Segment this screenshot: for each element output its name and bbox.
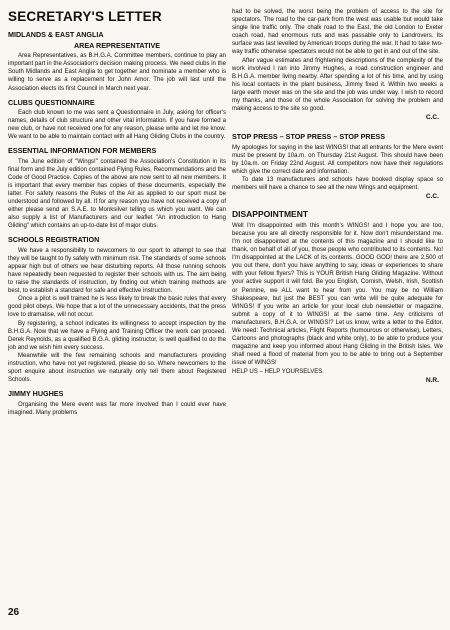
disappointment-paragraph: Well I'm disappointed with this month's WINGS! and I hope you are too, because you are all directly responsible for it. Now don't misunderstand me. I'm not disappointed at the contents of this magazine and I should like to thank, on behalf of all of you, those people who contributed to its contents. No! I'm disappointed at the LACK of its contents. GOOD GOD! there are 2,500 of you out there, don't you have anything to say, ideas or experiences to share with your fellow flyers? This is YOUR British Hang Gliding Magazine. Without your active support it will fold. Be you English, Cornish, Welsh, Irish, Scottish or Pennine, we ALL want to hear from you. You may be no William Shakespeare, but just the BEST you can write will be quite adequate for WINGS! If you write an article for your local club newsletter or magazine, submit a copy of it to WINGS! at the same time. Any criticisms of manufacturers, B.H.G.A. or WINGS!? Let us know, write a letter to the Editor. We need: Technical articles, Flight Reports (humourous or otherwise), Letters, Cartoons and photographs (black and white only), to be able to produce your magazine and keep you informed about Hang Gliding in the British Isles. We shall need a flood of material from you to be able to bring out a September issue of WINGS! <box>232 222 443 367</box>
schools-paragraph-2: Once a pilot is well trained he is less likely to break the basic rules that every good pilot obeys. We hope that a lot of the unnecessary accidents, that the press love to dramatise, will not occur. <box>8 296 226 319</box>
jimmy-heading: JIMMY HUGHES <box>8 389 64 399</box>
midlands-subheading: AREA REPRESENTATIVE <box>73 41 161 51</box>
right-column <box>232 8 443 384</box>
continued-paragraph-1: had to be solved, the worst being the problem of access to the site for spectators. The road to the car-park from the west was usable but would take single line traffic only. The chalk road to the East, the old London to Exeter coach road, had enormous ruts and was passable only to Landrovers. Its surface was last levelled by American troops during the war. It had to take two-way traffic otherwise spectators would not be able to get in and out of the site. <box>232 9 443 56</box>
stop-press-heading: STOP PRESS – STOP PRESS – STOP PRESS <box>232 132 385 142</box>
signature-nr: N.R. <box>425 376 439 384</box>
schools-paragraph-4: Meanwhile will the few remaining schools and manufacturers providing instruction, who have not yet registered, please do so. Where newcomers to the sport enquire about instruction we naturally only tell them about Registered Schools. <box>8 352 226 384</box>
clubs-paragraph: Each club known to me was sent a Questionnaire in July, asking for officer's names, details of club structure and other vital information. If you have formed a new club, or have not received one for any reason, please write and let me know. We want to be able to maintain contact with all Hang Gliding Clubs in the country. <box>8 109 226 141</box>
schools-heading: SCHOOLS REGISTRATION <box>8 235 100 245</box>
info-paragraph: The June edition of "Wings!" contained the Association's Constitution in its final form and the July edition contained Flying Rules, Recommendations and the Code of Good Practice. Copies of the above are now sent to all new members. It is important that every member has copies of these documents, especially the latter. For safety reasons the Rules of the Air as applied to our sport must be understood and followed by all. If for any reason you have not received a copy of either please send an S.A.E. to Monksilver telling us which you want. We can also supply a list of Manufacturers and our leaflet "An introduction to Hang Gliding" which contains an up-to-date list of major clubs. <box>8 158 226 230</box>
page-number: 26 <box>8 607 20 618</box>
schools-paragraph-3: By registering, a school indicates its willingness to accept inspection by the B.H.G.A. Now that we have a Flying and Training Officer the work can proceed. Derek Reynolds, as a qualified B.G.A. gliding instructor, is well qualified to do the job and we wish him every success. <box>8 320 226 351</box>
left-column <box>8 8 226 417</box>
page-title: SECRETARY'S LETTER <box>8 9 162 24</box>
disappointment-heading: DISAPPOINTMENT <box>232 209 309 220</box>
jimmy-paragraph: Organising the Mere event was far more involved than I could ever have imagined. Many problems <box>8 401 226 416</box>
continued-paragraph-2: After vague estimates and frightening descriptions of the complexity of the work involved I ran into Jimmy Hughes, a road construction engineer and B.H.G.A. member living nearby. After spending a lot of his time, and by using his local contacts in the plant business, Jimmy fixed it. Within two weeks a large earth mover was on the site and the job was under way. I wish to record my thanks, and those of the whole Association for solving the problem and making access to the site so good. <box>232 57 443 113</box>
midlands-paragraph: Area Representatives, as B.H.G.A. Committee members, continue to play an important part in the Association's decision making process. We need clubs in the South Midlands and East Anglia to get together and nominate a member who is willing to serve as a replacement for John Amor. The job will last until the Association elects its first Council in March next year. <box>8 53 226 92</box>
signature-cc-2: C.C. <box>425 193 439 201</box>
info-heading: ESSENTIAL INFORMATION FOR MEMBERS <box>8 146 157 156</box>
stop-press-paragraph-2: To date 13 manufacturers and schools have booked display space so members will have a chance to see all the new Wings and equipment. <box>232 176 443 191</box>
schools-paragraph-1: We have a responsibility to newcomers to our sport to attempt to see that they will be taught to fly safely with minimum risk. The standards of some schools appear high but of others we hear disturbing reports. All those running schools have repeatedly been requested to register their schools with us. The aim being to raise the standards of instruction, by finding out which training methods are best, to establish a standard for safe and effective instruction. <box>8 247 226 295</box>
disappointment-help: HELP US – HELP YOURSELVES. <box>232 368 324 375</box>
clubs-heading: CLUBS QUESTIONNAIRE <box>8 97 95 107</box>
midlands-heading: MIDLANDS & EAST ANGLIA <box>8 29 104 39</box>
signature-cc-1: C.C. <box>425 114 439 122</box>
stop-press-paragraph-1: My apologies for saying in the last WINGS! that all entrants for the Mere event must be present by 10a.m. on Thursday 21st August. This should have been by 10a.m. on Friday 22nd August. All competitors now have their regulations which give the correct date and information. <box>232 144 443 175</box>
